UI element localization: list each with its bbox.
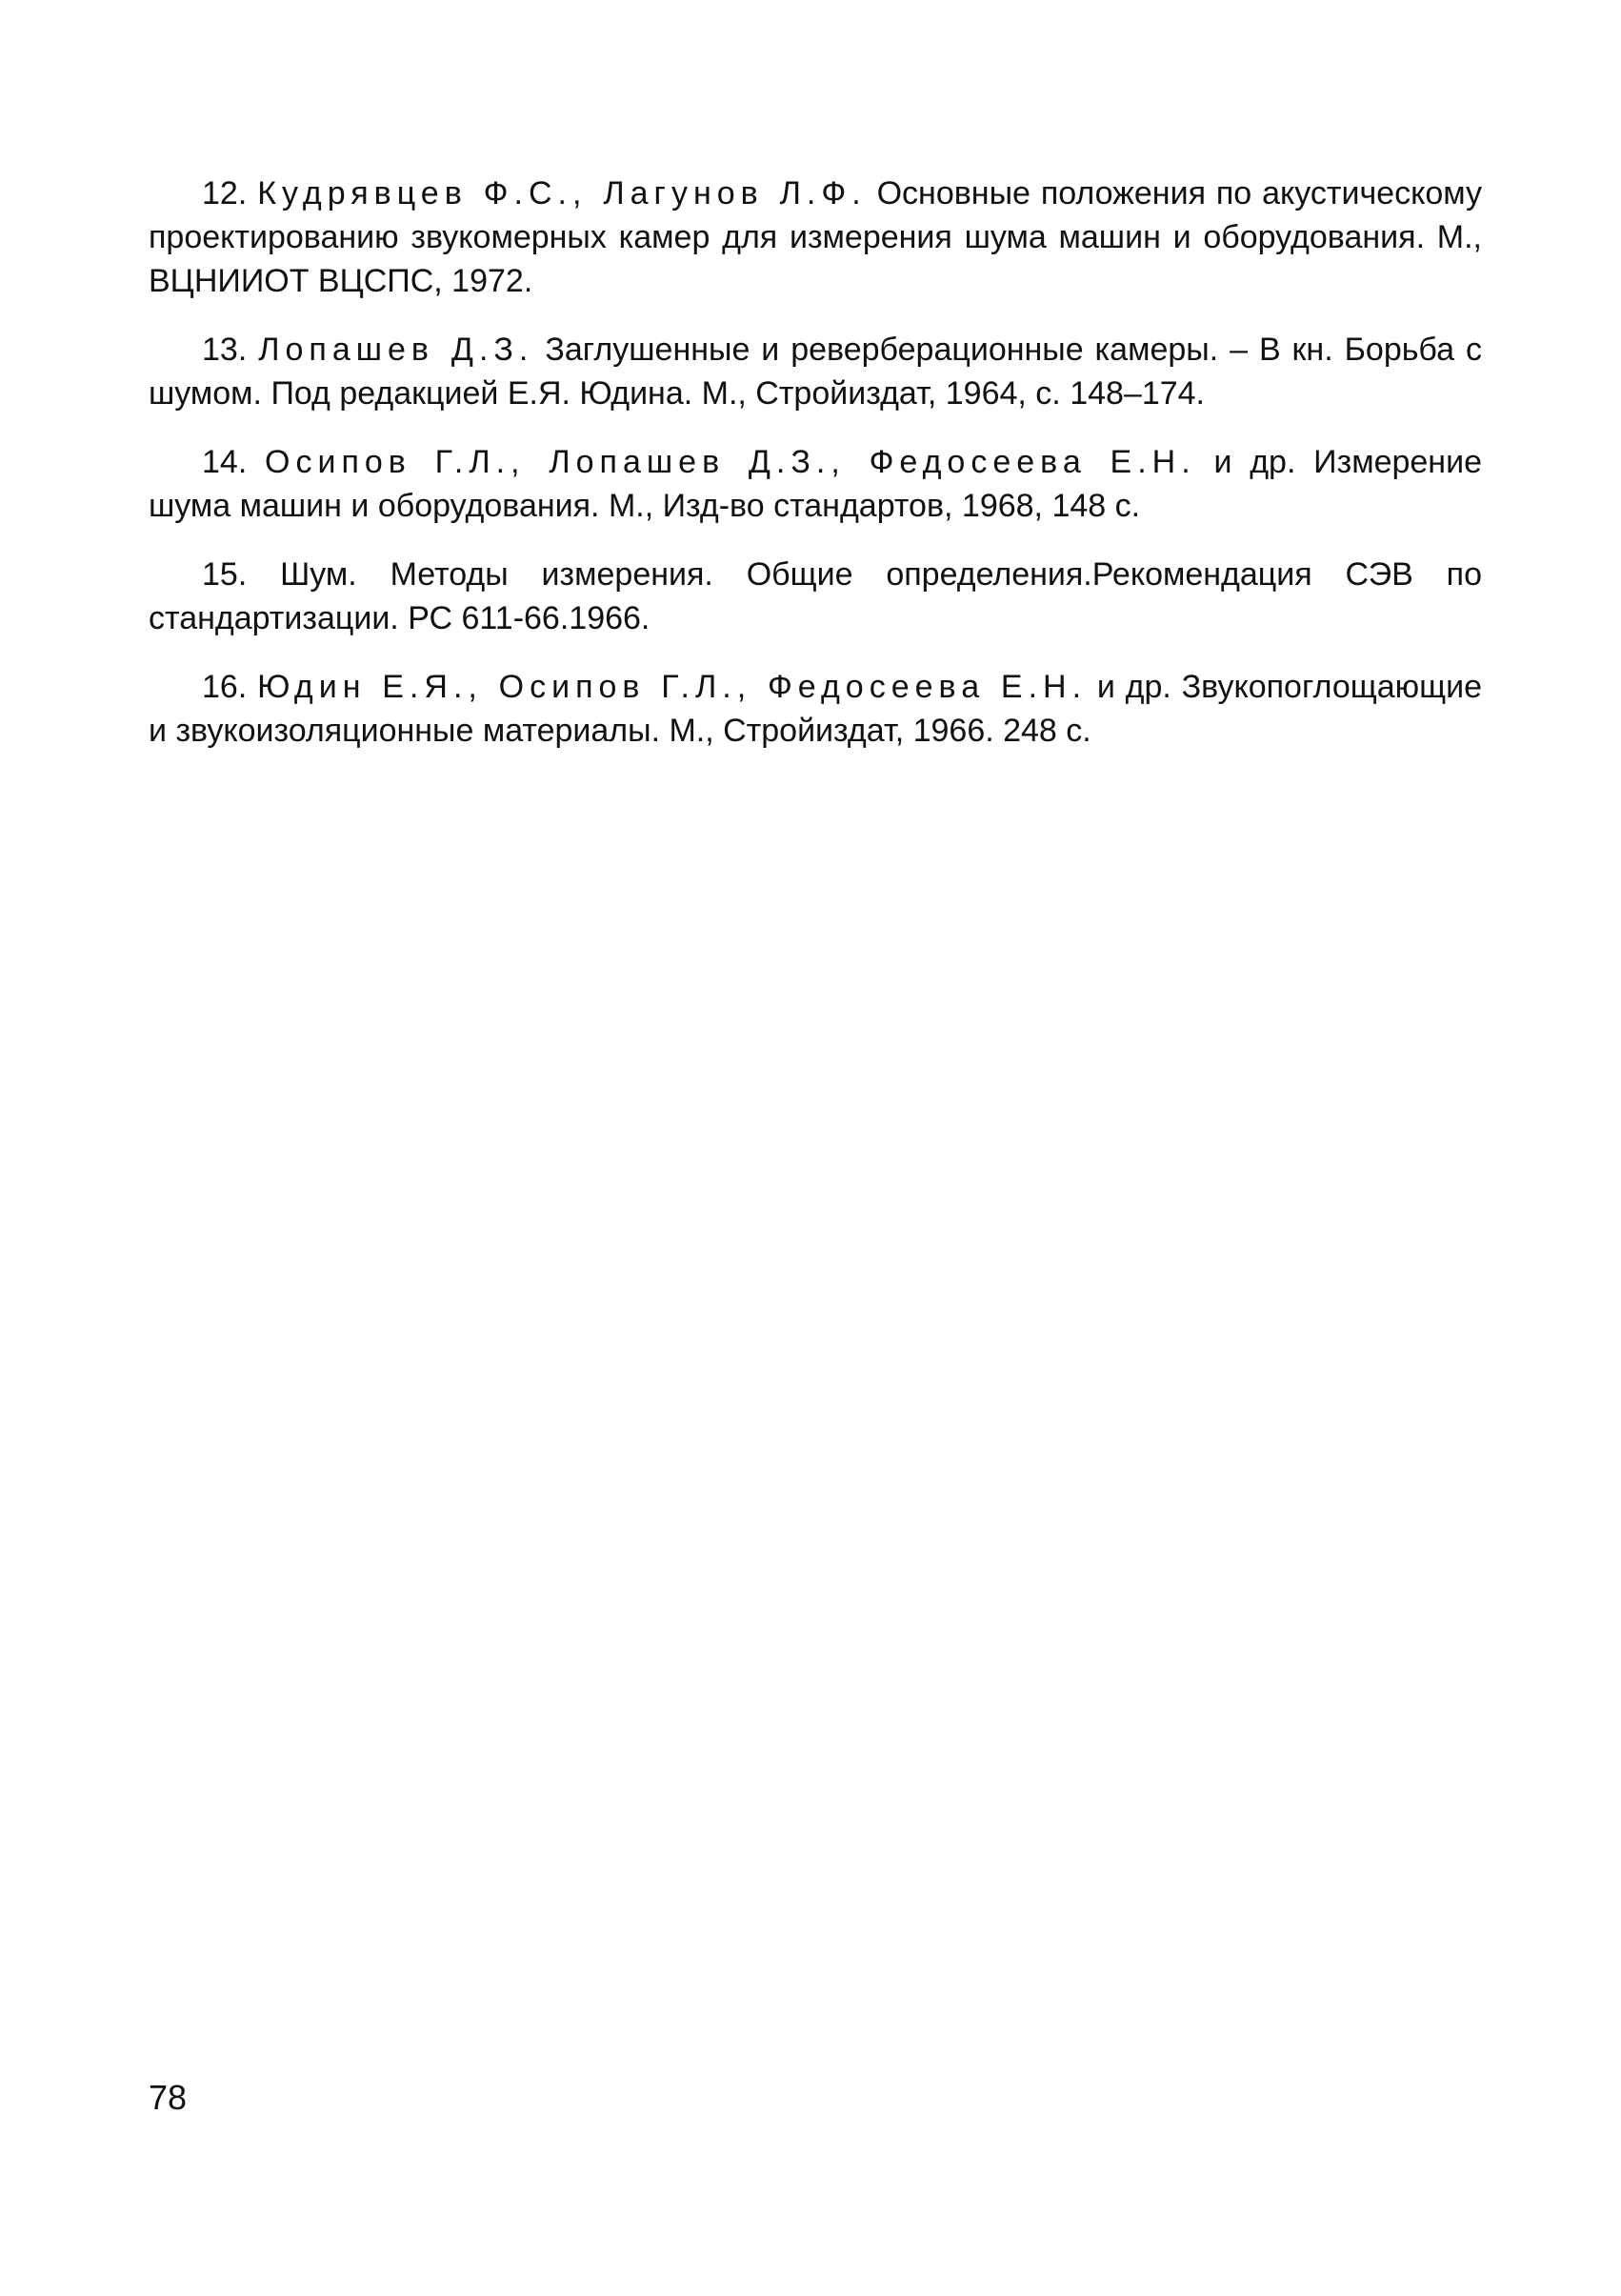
reference-text: Заглушенные и реверберационные камеры. – В кн. Борьба с шумом. Под редакцией Е.Я. Юдина. М., Стройиздат, 1964, с. 148–174. bbox=[149, 332, 1482, 412]
reference-number: 15. bbox=[202, 556, 248, 593]
reference-text: и др. Измерение шума машин и оборудования. М., Изд-во стандартов, 1968, 148 с. bbox=[149, 444, 1482, 524]
reference-number: 12. bbox=[202, 175, 248, 211]
reference-authors: Юдин Е.Я., Осипов Г.Л., Федосеева Е.Н. bbox=[257, 669, 1088, 705]
reference-text: Шум. Методы измерения. Общие определения.Рекомендация СЭВ по стандартизации. РС 611-66.1966. bbox=[149, 556, 1482, 636]
reference-number: 16. bbox=[202, 669, 248, 705]
reference-item-13 bbox=[149, 328, 1482, 415]
reference-item-16 bbox=[149, 665, 1482, 753]
reference-item-15 bbox=[149, 553, 1482, 640]
reference-authors: Лопашев Д.З. bbox=[258, 332, 534, 368]
reference-item-14 bbox=[149, 440, 1482, 528]
reference-item-12 bbox=[149, 171, 1482, 303]
reference-list bbox=[149, 171, 1482, 777]
reference-number: 13. bbox=[202, 332, 248, 368]
reference-authors: Кудрявцев Ф.С., Лагунов Л.Ф. bbox=[257, 175, 867, 211]
reference-number: 14. bbox=[202, 444, 248, 480]
reference-authors: Осипов Г.Л., Лопашев Д.З., Федосеева Е.Н. bbox=[265, 444, 1196, 480]
reference-text: Основные положения по акустическому проектированию звукомерных камер для измерения шума машин и оборудования. М., ВЦНИИОТ ВЦСПС, 1972. bbox=[149, 175, 1483, 299]
reference-text: и др. Звукопоглощающие и звукоизоляционные материалы. М., Стройиздат, 1966. 248 с. bbox=[149, 669, 1482, 749]
page-number: 78 bbox=[149, 2078, 188, 2117]
